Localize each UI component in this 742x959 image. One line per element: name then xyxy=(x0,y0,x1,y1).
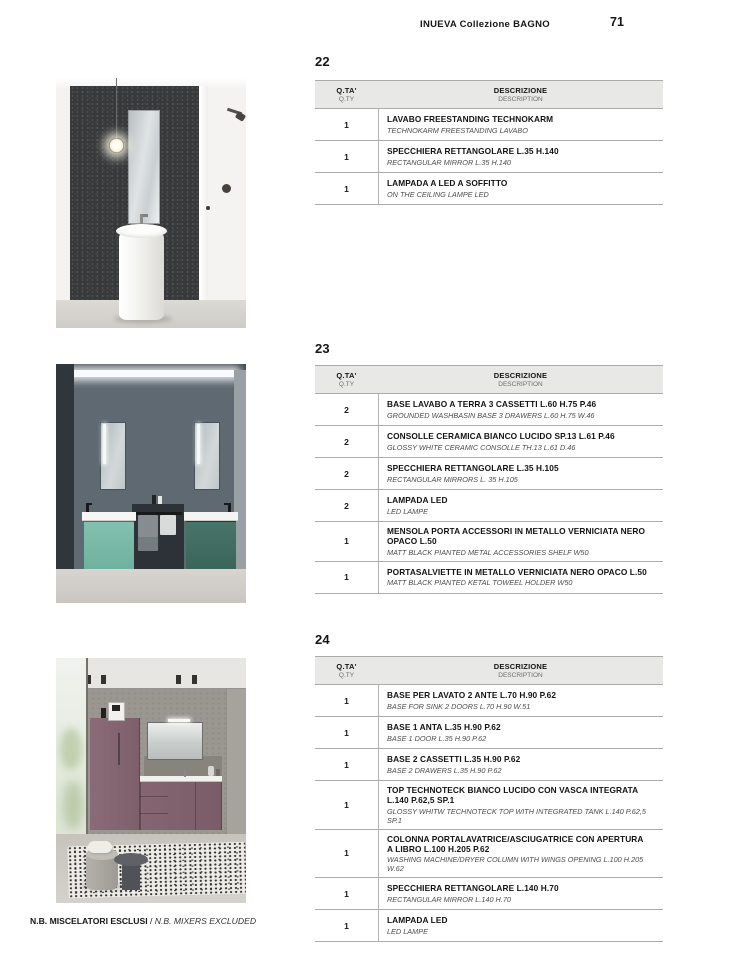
description-it: MENSOLA PORTA ACCESSORI IN METALLO VERNICIATA NERO OPACO L.50 xyxy=(387,526,646,546)
desc-col-sublabel: DESCRIPTION xyxy=(498,96,543,103)
column-handle-groove xyxy=(118,733,120,765)
photo-item-22 xyxy=(56,78,246,328)
right-vanity-top xyxy=(184,512,238,521)
description-en: WASHING MACHINE/DRYER COLUMN WITH WINGS OPENING L.100 H.205 W.62 xyxy=(387,855,644,873)
description-cell xyxy=(379,685,663,716)
mirror-led-bar xyxy=(168,719,190,722)
freestanding-washbasin-top xyxy=(116,224,167,238)
section-number: 24 xyxy=(315,632,330,647)
description-cell xyxy=(379,109,663,140)
worktop-integrated-sink xyxy=(140,776,222,782)
left-mirror-led xyxy=(103,424,106,464)
qty-col-label: Q.TA' xyxy=(336,662,357,671)
table-row xyxy=(315,394,663,426)
deco-vase-dark xyxy=(216,769,220,776)
description-it: BASE LAVABO A TERRA 3 CASSETTI L.60 H.75 P.46 xyxy=(387,399,597,410)
description-it: BASE PER LAVATO 2 ANTE L.70 H.90 P.62 xyxy=(387,690,557,701)
left-vanity-top xyxy=(82,512,136,521)
description-en: BASE 2 DRAWERS L.35 H.90 P.62 xyxy=(387,765,502,775)
qty-column-header xyxy=(315,366,378,393)
description-column-header xyxy=(378,81,663,108)
description-en: MATT BLACK PIANTED METAL ACCESSORIES SHELF W50 xyxy=(387,547,589,557)
table-row xyxy=(315,830,663,879)
table-row xyxy=(315,685,663,717)
description-it: TOP TECHNOTECK BIANCO LUCIDO CON VASCA INTEGRATA L.140 P.62,5 SP.1 xyxy=(387,785,638,805)
qty-col-label: Q.TA' xyxy=(336,86,357,95)
description-cell xyxy=(379,562,663,593)
qty-cell: 1 xyxy=(315,878,379,909)
spec-table-22 xyxy=(315,80,663,205)
spec-table-23 xyxy=(315,365,663,594)
window-greenery xyxy=(63,780,83,830)
description-en: LED LAMPE xyxy=(387,506,428,516)
qty-cell: 1 xyxy=(315,781,379,829)
sink-faucet xyxy=(184,769,186,777)
white-towel xyxy=(160,515,176,535)
description-cell xyxy=(379,394,663,425)
qty-col-sublabel: Q.TY xyxy=(338,381,355,388)
description-cell xyxy=(379,141,663,172)
description-en: BASE 1 DOOR L.35 H.90 P.62 xyxy=(387,733,487,743)
qty-column-header xyxy=(315,81,378,108)
gray-towel xyxy=(138,515,158,551)
description-column-header xyxy=(378,366,663,393)
description-cell xyxy=(379,749,663,780)
qty-cell: 1 xyxy=(315,830,379,878)
qty-cell: 2 xyxy=(315,458,379,489)
base-units xyxy=(140,781,222,830)
description-cell xyxy=(379,781,663,829)
table-header xyxy=(315,657,663,685)
description-en: ON THE CEILING LAMPE LED xyxy=(387,189,489,199)
tall-mirror xyxy=(128,110,160,224)
desc-col-label: DESCRIZIONE xyxy=(493,662,548,671)
description-it: CONSOLLE CERAMICA BIANCO LUCIDO SP.13 L.61 P.46 xyxy=(387,431,615,442)
drawer-seam xyxy=(140,796,168,797)
desc-col-label: DESCRIZIONE xyxy=(493,86,548,95)
table-row xyxy=(315,458,663,490)
ceiling-spotlight xyxy=(192,675,197,684)
section-number: 23 xyxy=(315,341,330,356)
description-en: BASE FOR SINK 2 DOORS L.70 H.90 W.51 xyxy=(387,701,531,711)
dark-stool-body xyxy=(122,862,140,890)
qty-cell: 2 xyxy=(315,490,379,521)
description-it: SPECCHIERA RETTANGOLARE L.35 H.105 xyxy=(387,463,559,474)
qty-cell: 1 xyxy=(315,173,379,204)
description-cell xyxy=(379,426,663,457)
table-header xyxy=(315,366,663,394)
table-row xyxy=(315,781,663,830)
description-it: LAMPADA LED xyxy=(387,915,448,926)
drawer-seam xyxy=(140,813,168,814)
wall-light-strip xyxy=(199,86,208,300)
dark-stool-top xyxy=(114,853,148,866)
qty-col-label: Q.TA' xyxy=(336,371,357,380)
shower-head xyxy=(235,111,246,122)
description-cell xyxy=(379,830,663,878)
qty-cell: 1 xyxy=(315,109,379,140)
qty-cell: 1 xyxy=(315,749,379,780)
description-it: LAVABO FREESTANDING TECHNOKARM xyxy=(387,114,554,125)
right-wall xyxy=(226,686,246,834)
description-it: BASE 2 CASSETTI L.35 H.90 P.62 xyxy=(387,754,521,765)
qty-cell: 1 xyxy=(315,522,379,561)
description-it: LAMPADA LED xyxy=(387,495,448,506)
table-row xyxy=(315,562,663,594)
description-it: COLONNA PORTALAVATRICE/ASCIUGATRICE CON APERTURA A LIBRO L.100 H.205 P.62 xyxy=(387,833,644,854)
qty-cell: 2 xyxy=(315,426,379,457)
page-title: INUEVA Collezione BAGNO xyxy=(420,19,550,30)
footer-note-it: N.B. MISCELATORI ESCLUSI xyxy=(30,916,148,926)
pendant-lamp xyxy=(109,138,124,153)
shower-valve xyxy=(222,184,231,193)
description-it: SPECCHIERA RETTANGOLARE L.140 H.70 xyxy=(387,883,559,894)
desc-col-label: DESCRIZIONE xyxy=(493,371,548,380)
description-cell xyxy=(379,878,663,909)
floor xyxy=(56,569,246,603)
table-row xyxy=(315,426,663,458)
photo-item-23 xyxy=(56,364,246,603)
ceiling-spotlight xyxy=(176,675,181,684)
bottle-dark xyxy=(152,495,156,504)
qty-cell: 1 xyxy=(315,141,379,172)
photo-item-24 xyxy=(56,658,246,903)
desc-col-sublabel: DESCRIPTION xyxy=(498,672,543,679)
qty-col-sublabel: Q.TY xyxy=(338,96,355,103)
table-row xyxy=(315,878,663,910)
wall-fixture-dot xyxy=(206,206,210,210)
description-it: LAMPADA A LED A SOFFITTO xyxy=(387,178,508,189)
left-dark-wall xyxy=(56,364,74,569)
description-cell xyxy=(379,173,663,204)
pendant-cord xyxy=(116,78,117,142)
description-en: GLOSSY WHITW TECHNOTECK TOP WITH INTEGRATED TANK L.140 P.62,5 SP.1 xyxy=(387,806,646,825)
window-greenery xyxy=(60,728,82,770)
description-en: RECTANGULAR MIRROR L.140 H.70 xyxy=(387,894,511,904)
right-vanity-drawers xyxy=(186,521,236,569)
description-en: GLOSSY WHITE CERAMIC CONSOLLE TH.13 L.61 D.46 xyxy=(387,442,576,452)
table-row xyxy=(315,717,663,749)
right-mirror-led xyxy=(197,424,200,464)
deco-picture-art xyxy=(112,705,120,711)
description-it: BASE 1 ANTA L.35 H.90 P.62 xyxy=(387,722,501,733)
table-row xyxy=(315,141,663,173)
qty-cell: 2 xyxy=(315,394,379,425)
wide-mirror xyxy=(147,722,203,760)
qty-cell: 1 xyxy=(315,910,379,941)
qty-column-header xyxy=(315,657,378,684)
deco-black-object xyxy=(101,708,106,718)
table-row xyxy=(315,490,663,522)
table-row xyxy=(315,109,663,141)
left-vanity-drawers xyxy=(84,521,134,569)
description-en: GROUNDED WASHBASIN BASE 3 DRAWERS L.60 H.75 W.46 xyxy=(387,410,595,420)
qty-cell: 1 xyxy=(315,562,379,593)
table-row xyxy=(315,173,663,205)
bottle-white xyxy=(158,496,162,504)
qty-cell: 1 xyxy=(315,717,379,748)
table-header xyxy=(315,81,663,109)
description-en: LED LAMPE xyxy=(387,926,428,936)
table-row xyxy=(315,910,663,942)
stool-cloth xyxy=(88,841,112,853)
freestanding-washbasin-body xyxy=(119,230,164,320)
description-cell xyxy=(379,717,663,748)
page-number: 71 xyxy=(610,15,624,29)
description-en: TECHNOKARM FREESTANDING LAVABO xyxy=(387,125,528,135)
ceiling-spotlight xyxy=(101,675,106,684)
spec-table-24 xyxy=(315,656,663,942)
description-cell xyxy=(379,458,663,489)
deco-vase xyxy=(208,766,214,776)
description-en: RECTANGULAR MIRRORS L. 35 H.105 xyxy=(387,474,518,484)
ceiling-led-strip xyxy=(64,370,238,377)
footer-note-en: N.B. MIXERS EXCLUDED xyxy=(154,916,257,926)
section-number: 22 xyxy=(315,54,330,69)
description-column-header xyxy=(378,657,663,684)
description-cell xyxy=(379,522,663,561)
description-it: SPECCHIERA RETTANGOLARE L.35 H.140 xyxy=(387,146,559,157)
qty-col-sublabel: Q.TY xyxy=(338,672,355,679)
qty-cell: 1 xyxy=(315,685,379,716)
description-cell xyxy=(379,910,663,941)
description-cell xyxy=(379,490,663,521)
description-it: PORTASALVIETTE IN METALLO VERNICIATA NERO OPACO L.50 xyxy=(387,566,647,577)
table-row xyxy=(315,522,663,562)
description-en: RECTANGULAR MIRROR L.35 H.140 xyxy=(387,157,511,167)
table-row xyxy=(315,749,663,781)
door-seam xyxy=(195,781,196,830)
desc-col-sublabel: DESCRIPTION xyxy=(498,381,543,388)
footer-note xyxy=(30,916,256,926)
tall-laundry-column xyxy=(90,718,140,830)
description-en: MATT BLACK PIANTED KETAL TOWEEL HOLDER W50 xyxy=(387,578,573,588)
footer-note-separator: / xyxy=(147,916,155,926)
